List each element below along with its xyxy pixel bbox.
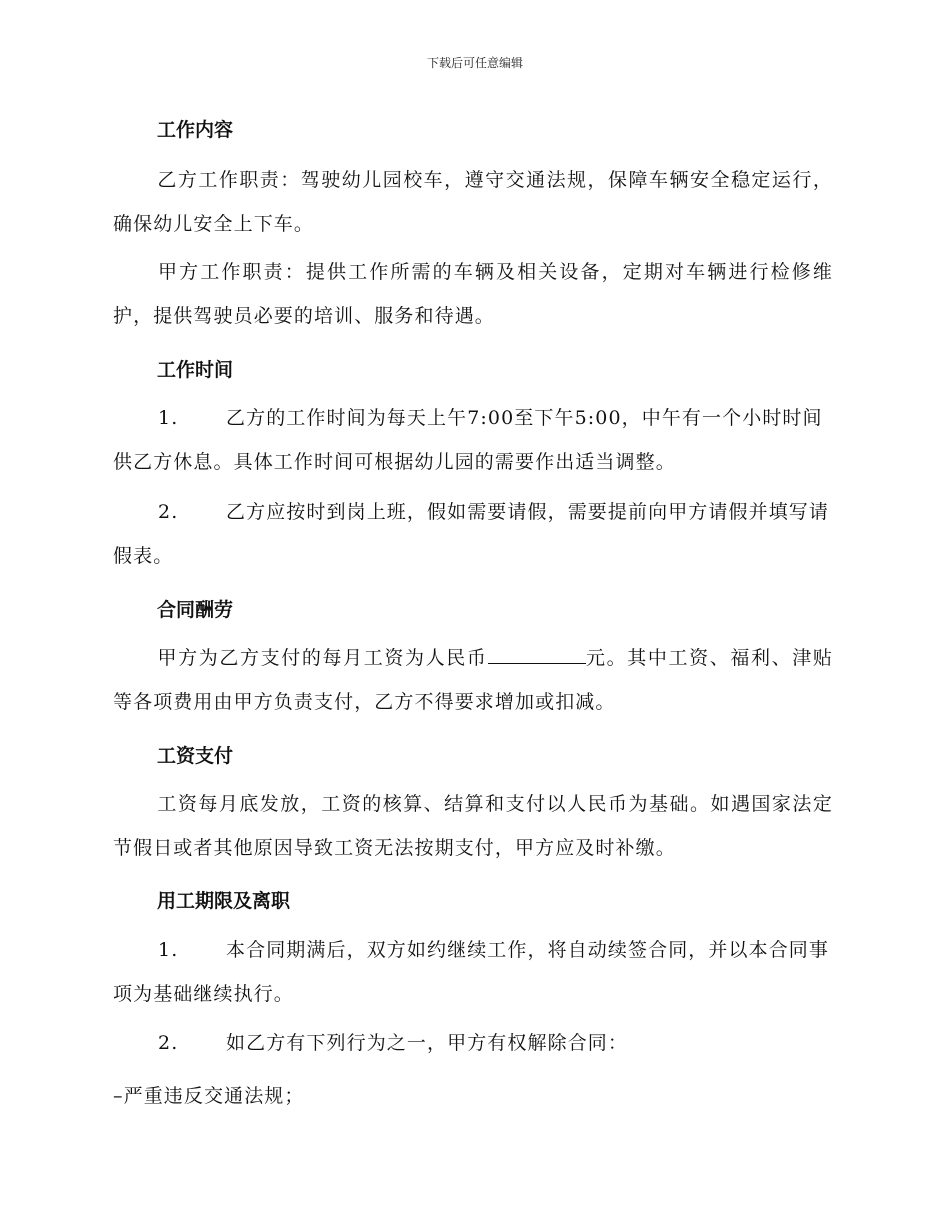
heading-work-time: 工作时间 <box>157 359 234 381</box>
list-item-traffic-violation: –严重违反交通法规； <box>113 1085 305 1107</box>
heading-work-content: 工作内容 <box>157 119 234 141</box>
heading-pay: 合同酬劳 <box>157 599 234 621</box>
heading-payment: 工资支付 <box>157 745 234 767</box>
salary-amount-blank <box>488 645 586 664</box>
paragraph-party-b-duties: 乙方工作职责：驾驶幼儿园校车，遵守交通法规，保障车辆安全稳定运行，确保幼儿安全上下车。 <box>113 169 833 235</box>
list-item-work-hours: 1. 乙方的工作时间为每天上午7:00至下午5:00，中午有一个小时时间供乙方休息。具体工作时间可根据幼儿园的需要作出适当调整。 <box>113 407 823 473</box>
list-item-renewal: 1. 本合同期满后，双方如约继续工作，将自动续签合同，并以本合同事项为基础继续执行。 <box>113 939 830 1005</box>
paragraph-payment: 工资每月底发放，工资的核算、结算和支付以人民币为基础。如遇国家法定节假日或者其他原因导致工资无法按期支付，甲方应及时补缴。 <box>113 793 833 859</box>
page-header: 下载后可任意编辑 <box>426 56 523 70</box>
list-item-leave: 2. 乙方应按时到岗上班，假如需要请假，需要提前向甲方请假并填写请假表。 <box>113 501 830 567</box>
paragraph-party-a-duties: 甲方工作职责：提供工作所需的车辆及相关设备，定期对车辆进行检修维护，提供驾驶员必要的培训、服务和待遇。 <box>113 261 833 327</box>
paragraph-monthly-salary: 甲方为乙方支付的每月工资为人民币 元。其中工资、福利、津贴等各项费用由甲方负责支付，乙方不得要求增加或扣减。 <box>113 647 834 713</box>
list-item-termination: 2. 如乙方有下列行为之一，甲方有权解除合同： <box>158 1032 629 1054</box>
heading-term: 用工期限及离职 <box>157 890 291 912</box>
